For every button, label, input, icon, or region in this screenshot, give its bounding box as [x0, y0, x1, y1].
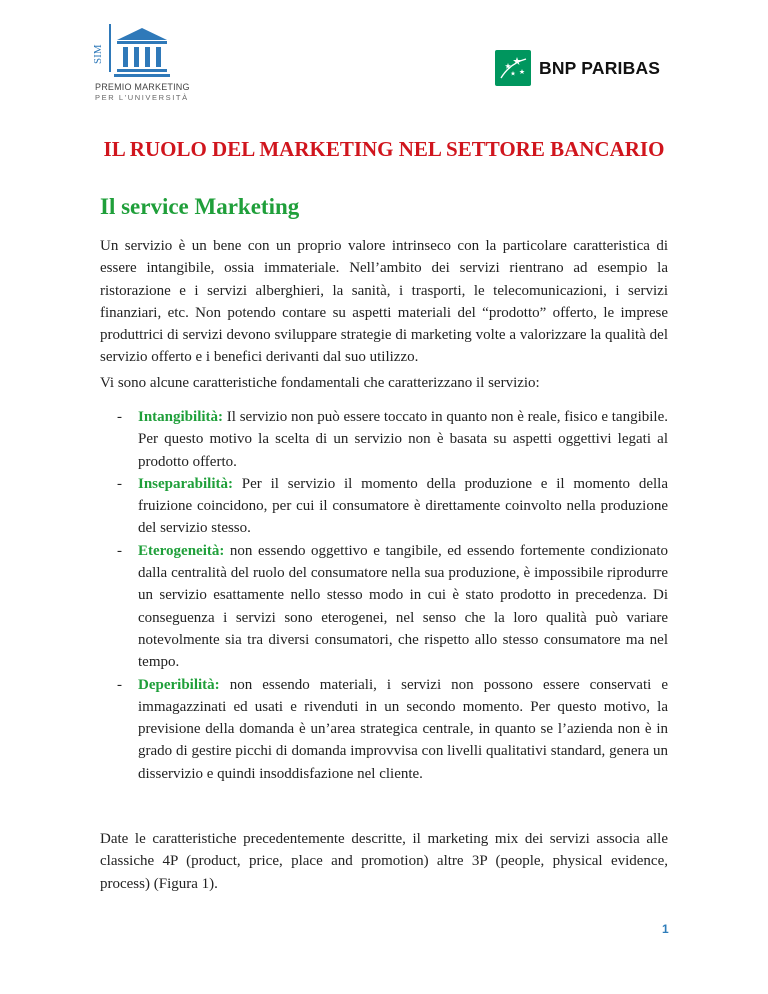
characteristics-intro-paragraph: Vi sono alcune caratteristiche fondamentali che caratterizzano il servizio: [100, 375, 540, 391]
characteristic-term: Inseparabilità: [138, 475, 234, 492]
logo-line-1: PREMIO MARKETING [95, 82, 190, 92]
sim-vertical-text: SIM [92, 44, 104, 64]
section-heading: Il service Marketing [100, 194, 300, 219]
premio-marketing-logo [92, 22, 195, 104]
characteristic-text: Il servizio non può essere toccato in quanto non è reale, fisico e tangibile. Per questo motivo la scelta di un servizio non è basata su aspetti oggettivi legati al prodotto offerto. [138, 409, 668, 470]
dash-bullet: - [117, 542, 122, 559]
characteristic-term: Deperibilità: [138, 676, 220, 693]
characteristics-list [100, 406, 668, 785]
intro-paragraph: Un servizio è un bene con un proprio valore intrinseco con la particolare caratteristica di essere intangibile, ossia immateriale. Nell’ambito dei servizi rientrano ad esempio la ristorazione e i servizi alberghieri, la sanità, i trasporti, le telecomunicazioni, i servizi finanziari, etc. Non potendo contare su aspetti materiali del “prodotto” offerto, le imprese produttrici di servizi devono sviluppare strategie di marketing volte a valorizzare la qualità del servizio offerto e i benefici derivanti dal suo utilizzo. [100, 238, 668, 366]
document-title: IL RUOLO DEL MARKETING NEL SETTORE BANCARIO [103, 137, 665, 161]
characteristic-text: non essendo materiali, i servizi non possono essere conservati e immagazzinati ed usati e rivenduti in un secondo momento. Per questo motivo, la previsione della domanda è un’area strategica centrale, in quanto se l’azienda non è in grado di gestire picchi di domanda improvvisa con livelli qualitativi standard, genera un disservizio e quindi insoddisfazione nel cliente. [138, 676, 668, 782]
characteristic-term: Intangibilità: [138, 409, 224, 425]
list-item [100, 674, 668, 785]
logo-line-2: PER L'UNIVERSITÀ [95, 93, 189, 102]
characteristic-text: non essendo oggettivo e tangibile, ed essendo fortemente condizionato dalla centralità del ruolo del consumatore nella sua produzione, è impossibile riprodurre un servizio esattamente nello stesso modo in cui è stato prodotto in precedenza. Di conseguenza i servizi sono eterogenei, nel senso che la loro qualità può variare notevolmente sia tra diversi consumatori, che rispetto allo stesso consumatore ma nel tempo. [138, 542, 668, 671]
list-item [100, 540, 668, 674]
characteristic-text: Per il servizio il momento della produzione e il momento della fruizione coincidono, per cui il consumatore è direttamente coinvolto nella produzione del servizio stesso. [138, 475, 668, 537]
dash-bullet: - [117, 409, 122, 425]
page-number: 1 [662, 922, 669, 936]
marketing-mix-paragraph: Date le caratteristiche precedentemente descritte, il marketing mix dei servizi associa alle classiche 4P (product, price, place and promotion) altre 3P (people, physical evidence, process) (Figura 1). [100, 831, 668, 892]
list-item [100, 473, 668, 540]
temple-icon [92, 22, 175, 80]
bnp-paribas-logo [495, 50, 685, 86]
dash-bullet: - [117, 676, 122, 693]
characteristic-term: Eterogeneità: [138, 542, 225, 559]
list-item [100, 406, 668, 473]
bnp-stars-icon [495, 50, 531, 86]
bnp-paribas-name: BNP PARIBAS [539, 58, 661, 78]
dash-bullet: - [117, 475, 122, 492]
